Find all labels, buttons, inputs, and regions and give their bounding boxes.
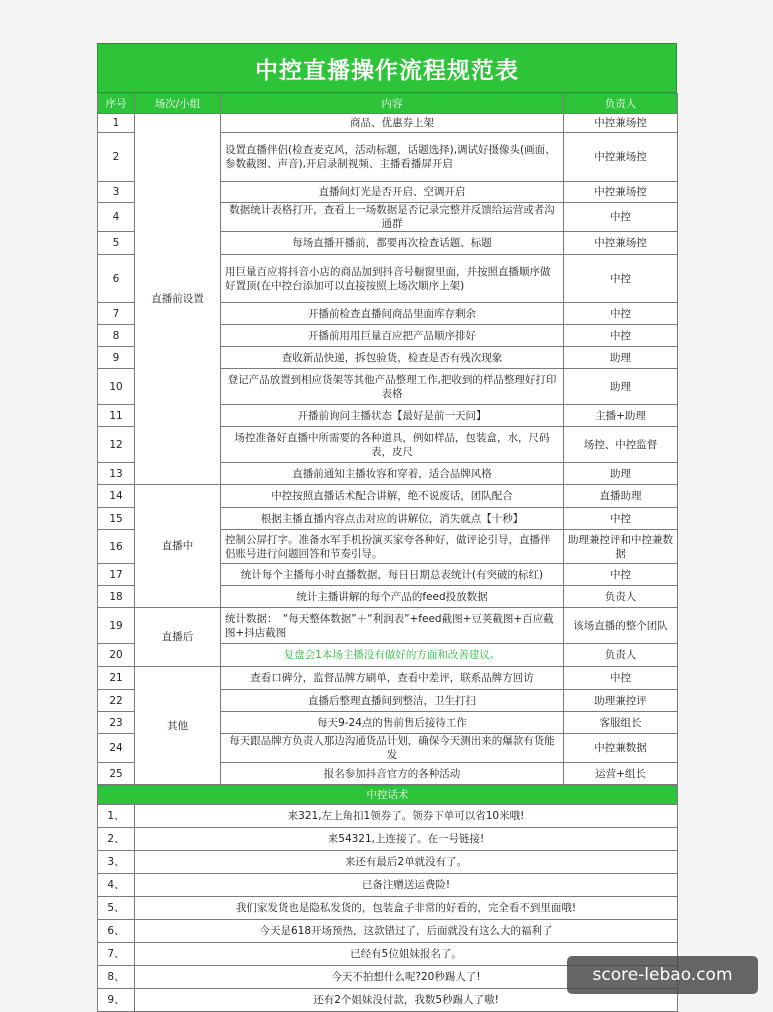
row-owner: 负责人 <box>564 586 678 608</box>
script-no: 4、 <box>98 874 135 897</box>
row-no: 5 <box>98 232 135 255</box>
row-no: 24 <box>98 734 135 763</box>
script-text: 今天是618开场预热，这款错过了，后面就没有这么大的福利了 <box>135 920 678 943</box>
row-owner: 该场直播的整个团队 <box>564 608 678 644</box>
list-item <box>98 805 678 828</box>
script-text: 还有2个姐妹没付款，我数5秒踢人了嗷! <box>135 989 678 1012</box>
row-owner: 直播助理 <box>564 485 678 508</box>
row-no: 8 <box>98 325 135 347</box>
script-text: 我们家发货也是隐私发货的，包装盒子非常的好看的，完全看不到里面哦! <box>135 897 678 920</box>
row-owner: 助理兼控评 <box>564 690 678 712</box>
row-no: 17 <box>98 564 135 586</box>
sheet-title: 中控直播操作流程规范表 <box>97 43 677 93</box>
row-content: 直播前通知主播妆容和穿着，适合品牌风格 <box>221 463 564 485</box>
list-item <box>98 851 678 874</box>
row-no: 9 <box>98 347 135 369</box>
script-no: 2、 <box>98 828 135 851</box>
row-no: 21 <box>98 667 135 690</box>
row-content: 开播前用用巨量百应把产品顺序排好 <box>221 325 564 347</box>
row-content: 开播前询问主播状态【最好是前一天问】 <box>221 405 564 427</box>
list-item <box>98 897 678 920</box>
header-group: 场次/小组 <box>135 94 221 114</box>
header-row <box>98 94 678 114</box>
row-content: 登记产品放置到相应货架等其他产品整理工作,把收到的样品整理好打印表格 <box>221 369 564 405</box>
row-owner: 中控 <box>564 255 678 303</box>
row-owner: 中控 <box>564 325 678 347</box>
row-content: 场控准备好直播中所需要的各种道具，例如样品，包装盒，水，尺码表，皮尺 <box>221 427 564 463</box>
row-content-highlight: 复盘会1本场主播没有做好的方面和改善建议。 <box>221 644 564 667</box>
row-no: 7 <box>98 303 135 325</box>
row-no: 11 <box>98 405 135 427</box>
row-no: 19 <box>98 608 135 644</box>
script-text: 已经有5位姐妹报名了。 <box>135 943 678 966</box>
row-owner: 助理 <box>564 463 678 485</box>
script-no: 5、 <box>98 897 135 920</box>
row-no: 18 <box>98 586 135 608</box>
row-owner: 场控、中控监督 <box>564 427 678 463</box>
row-owner: 负责人 <box>564 644 678 667</box>
row-content: 根据主播直播内容点击对应的讲解位，消失就点【十秒】 <box>221 508 564 530</box>
row-no: 15 <box>98 508 135 530</box>
row-owner: 中控兼场控 <box>564 133 678 182</box>
row-owner: 助理兼控评和中控兼数据 <box>564 530 678 564</box>
list-item <box>98 874 678 897</box>
table-row <box>98 485 678 508</box>
row-owner: 中控 <box>564 508 678 530</box>
row-content: 统计每个主播每小时直播数据，每日日期总表统计(有突破的标红) <box>221 564 564 586</box>
group-cell-other: 其他 <box>135 667 221 785</box>
list-item <box>98 828 678 851</box>
script-no: 1、 <box>98 805 135 828</box>
script-section-title: 中控话术 <box>98 786 678 805</box>
row-owner: 中控 <box>564 564 678 586</box>
script-no: 3、 <box>98 851 135 874</box>
row-no: 20 <box>98 644 135 667</box>
row-content: 用巨量百应将抖音小店的商品加到抖音号橱窗里面，并按照直播顺序做好置顶(在中控台添加可以直接按照上场次顺序上架) <box>221 255 564 303</box>
row-content: 每天9-24点的售前售后接待工作 <box>221 712 564 734</box>
row-no: 23 <box>98 712 135 734</box>
list-item <box>98 920 678 943</box>
row-owner: 中控 <box>564 203 678 232</box>
row-owner: 客服组长 <box>564 712 678 734</box>
row-no: 4 <box>98 203 135 232</box>
watermark-badge: score-lebao.com <box>567 956 758 994</box>
row-owner: 助理 <box>564 369 678 405</box>
row-owner: 主播+助理 <box>564 405 678 427</box>
table-row <box>98 667 678 690</box>
row-content: 查收新品快递，拆包验货，检查是否有残次现象 <box>221 347 564 369</box>
table-row <box>98 608 678 644</box>
script-text: 来还有最后2单就没有了。 <box>135 851 678 874</box>
script-no: 9、 <box>98 989 135 1012</box>
script-text: 今天不拍想什么呢?20秒踢人了! <box>135 966 678 989</box>
script-no: 8、 <box>98 966 135 989</box>
row-owner: 中控兼数据 <box>564 734 678 763</box>
group-cell-after: 直播后 <box>135 608 221 667</box>
row-content: 直播间灯光是否开启、空调开启 <box>221 182 564 203</box>
table-row <box>98 114 678 133</box>
row-no: 6 <box>98 255 135 303</box>
row-owner: 助理 <box>564 347 678 369</box>
group-cell-pre: 直播前设置 <box>135 114 221 485</box>
header-no: 序号 <box>98 94 135 114</box>
row-content: 报名参加抖音官方的各种活动 <box>221 763 564 785</box>
row-no: 10 <box>98 369 135 405</box>
row-owner: 中控兼场控 <box>564 182 678 203</box>
row-no: 14 <box>98 485 135 508</box>
group-cell-live: 直播中 <box>135 485 221 608</box>
row-content: 统计数据： “每天整体数据”＋“利润表”+feed截图+豆荚截图+百应截图+抖店截图 <box>221 608 564 644</box>
row-owner: 中控 <box>564 667 678 690</box>
process-sheet <box>97 43 677 1012</box>
header-content: 内容 <box>221 94 564 114</box>
script-section-header <box>98 786 678 805</box>
row-no: 13 <box>98 463 135 485</box>
row-no: 25 <box>98 763 135 785</box>
row-content: 数据统计表格打开，查看上一场数据是否记录完整并反馈给运营或者沟通群 <box>221 203 564 232</box>
script-no: 6、 <box>98 920 135 943</box>
script-text: 已备注赠送运费险! <box>135 874 678 897</box>
script-text: 来321,左上角扣1领券了。领券下单可以省10米哦! <box>135 805 678 828</box>
row-owner: 中控兼场控 <box>564 114 678 133</box>
process-table <box>97 93 678 785</box>
row-content: 商品、优惠券上架 <box>221 114 564 133</box>
row-content: 每场直播开播前，都要再次检查话题、标题 <box>221 232 564 255</box>
row-content: 控制公屏打字。准备水军手机扮演买家夸各种好，做评论引导，直播伴侣账号进行问题回答和节奏引导。 <box>221 530 564 564</box>
row-no: 22 <box>98 690 135 712</box>
script-no: 7、 <box>98 943 135 966</box>
row-no: 12 <box>98 427 135 463</box>
row-content: 开播前检查直播间商品里面库存剩余 <box>221 303 564 325</box>
header-owner: 负责人 <box>564 94 678 114</box>
row-content: 查看口碑分，监督品牌方刷单，查看中差评，联系品牌方回访 <box>221 667 564 690</box>
row-owner: 中控兼场控 <box>564 232 678 255</box>
row-owner: 运营+组长 <box>564 763 678 785</box>
row-no: 3 <box>98 182 135 203</box>
row-content: 每天跟品牌方负责人那边沟通货品计划，确保今天测出来的爆款有货能发 <box>221 734 564 763</box>
row-content: 设置直播伴侣(检查麦克风，活动标题，话题选择),调试好摄像头(画面、参数截图、声音),开启录制视频、主播看播屏开启 <box>221 133 564 182</box>
row-owner: 中控 <box>564 303 678 325</box>
row-content: 直播后整理直播间到整洁，卫生打扫 <box>221 690 564 712</box>
script-text: 来54321,上连接了。在一号链接! <box>135 828 678 851</box>
row-content: 中控按照直播话术配合讲解，绝不说废话，团队配合 <box>221 485 564 508</box>
row-no: 2 <box>98 133 135 182</box>
row-content: 统计主播讲解的每个产品的feed投放数据 <box>221 586 564 608</box>
row-no: 1 <box>98 114 135 133</box>
row-no: 16 <box>98 530 135 564</box>
